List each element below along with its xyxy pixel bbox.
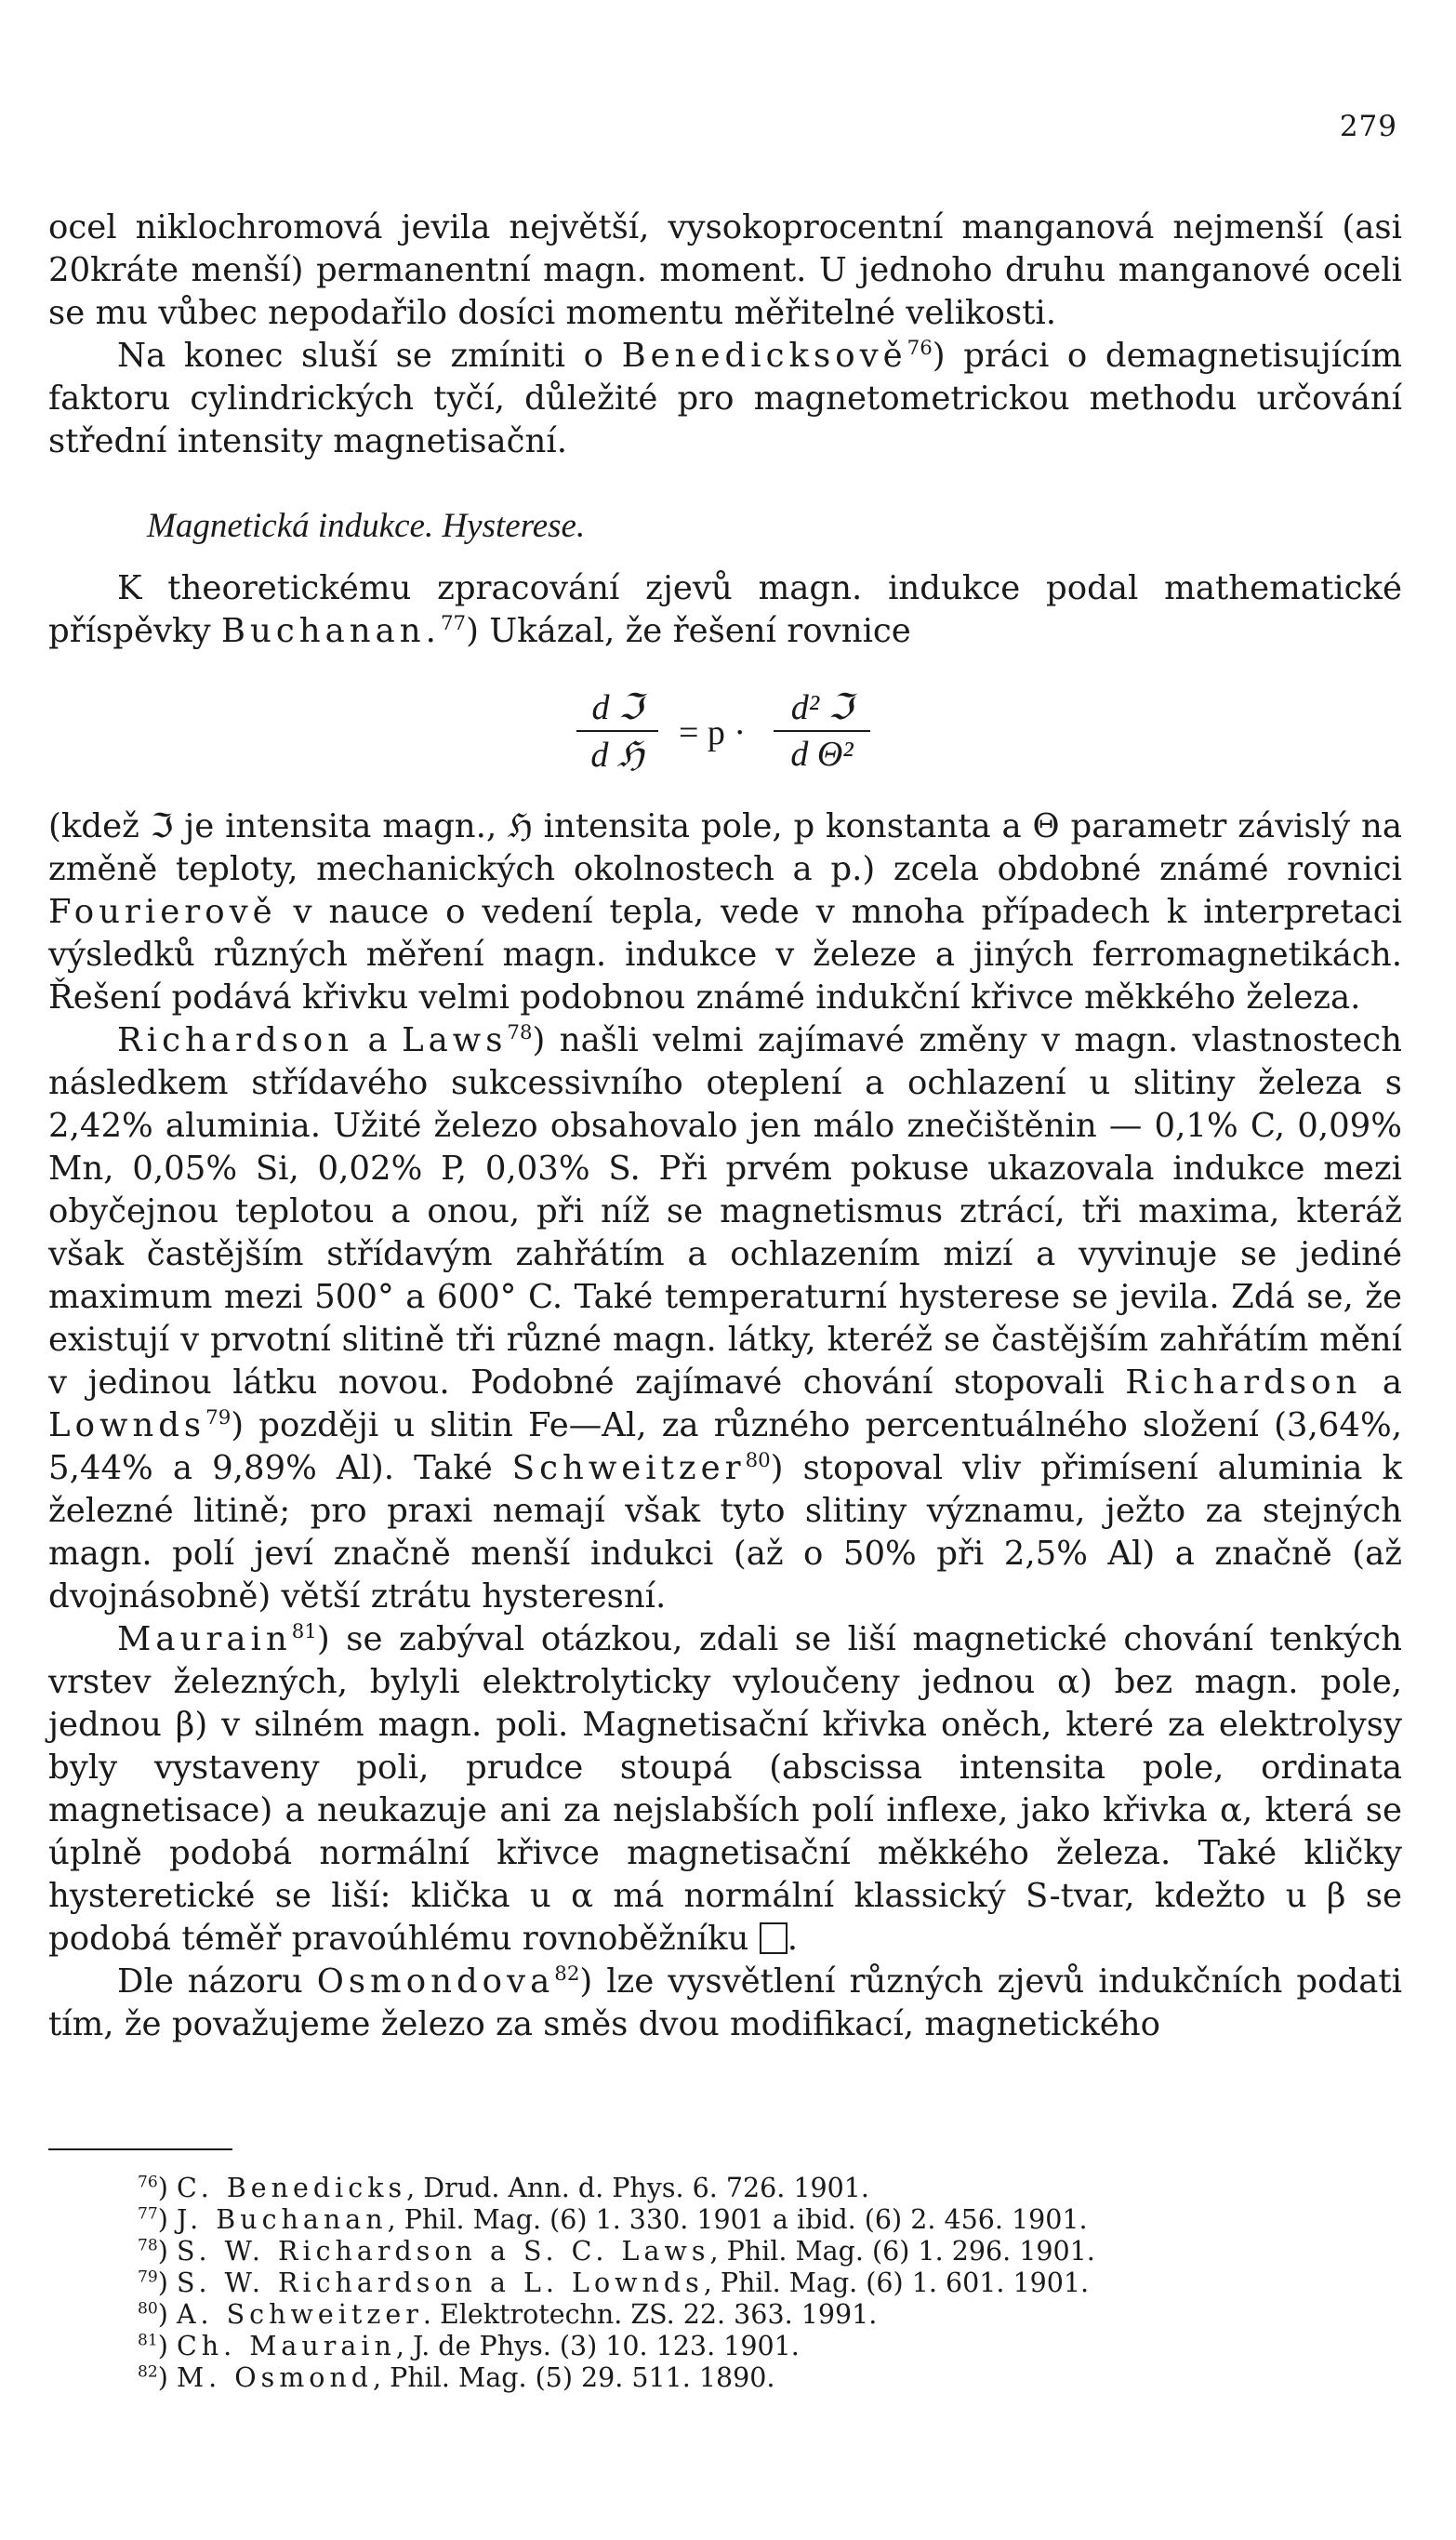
footnote: $^{78}$) S. W. Richardson a S. C. Laws, Phil. Mag. (6) 1. 296. 1901. (138, 2236, 1095, 2267)
paragraph-buchanan: K theoretickému zpracování zjevů magn. indukce podal mathematické příspěvky Buchanan.$^{77}$) Ukázal, že řešení rovnice (48, 569, 1402, 650)
author-name: Richardson (117, 1021, 354, 1059)
paragraph-fourier: (kdež ℑ je intensita magn., ℌ intensita pole, p konstanta a Θ parametr závislý na změně teploty, mechanických okolnostech a p.) zcela obdobné známé rovnici Fourierově v nauce o vedení tepla, vede v mnoha případech k interpretaci výsledků různých měření magn. indukce v železe a jiných ferromagnetikách. Řešení podává křivku velmi podobnou známé indukční křivce měkkého železa. (48, 807, 1402, 1017)
text-block-main (48, 805, 1402, 2046)
footnote-ref: 80 (745, 1449, 771, 1473)
author-name: Richardson (1125, 1363, 1362, 1402)
paragraph-maurain: Maurain$^{81}$) se zabýval otázkou, zdali se liší magnetické chování tenkých vrstev železných, bylyli elektrolyticky vyloučeny jednou α) bez magn. pole, jednou β) v silném magn. poli. Magnetisační křivka oněch, které za elektrolysy byly vystaveny poli, prudce stoupá (abscissa intensita pole, ordinata magnetisace) a neukazuje ani za nejslabších polí inflexe, jako křivka α, která se úplně podobá normální křivce magnetisační měkkého železa. Také kličky hysteretické se liší: klička u α má normální klassický S-tvar, kdežto u β se podobá téměř pravoúhlému rovnoběžníku . (48, 1620, 1402, 1958)
author-name: Lownds (48, 1406, 206, 1444)
denominator: d ℌ (590, 736, 644, 775)
paragraph-benedicks: Na konec sluší se zmíniti o Benedicksově$^{76}$) práci o demagnetisujícím faktoru cylindrických tyčí, důležité pro magnetometrickou methodu určování střední intensity magnetisační. (48, 337, 1402, 460)
text-block-buchanan (48, 567, 1402, 653)
footnote: $^{76}$) C. Benedicks, Drud. Ann. d. Phys. 6. 726. 1901. (138, 2173, 869, 2203)
denominator: d Θ² (790, 735, 854, 774)
footnote-ref: 82 (554, 1962, 580, 1987)
fraction-right (774, 686, 870, 775)
footnote: $^{82}$) M. Osmond, Phil. Mag. (5) 29. 511. 1890. (138, 2362, 775, 2393)
equation (576, 686, 893, 779)
fraction-left (576, 686, 658, 776)
text-block-intro (48, 206, 1402, 463)
author-name: Maurain (117, 1620, 292, 1658)
footnote-ref: 76 (907, 337, 933, 361)
footnote-ref: 77 (440, 612, 467, 636)
author-name: Buchanan. (220, 612, 441, 650)
author-name: Fourierově (48, 893, 277, 931)
author-name: Schweitzer (511, 1449, 746, 1487)
author-name: Osmondova (316, 1962, 555, 2001)
numerator: d ℑ (576, 686, 658, 732)
page-number: 279 (1339, 110, 1397, 143)
author-name: Benedicksově (621, 337, 907, 375)
parallelogram-symbol-icon (760, 1922, 788, 1954)
paragraph-continuation: ocel niklochromová jevila největší, vysokoprocentní manganová nejmenší (asi 20kráte menší) permanentní magn. moment. U jednoho druhu manganové oceli se mu vůbec nepodařilo dosíci momentu měřitelné velikosti. (48, 208, 1402, 332)
footnote-ref: 81 (291, 1620, 317, 1644)
footnote: $^{77}$) J. Buchanan, Phil. Mag. (6) 1. 330. 1901 a ibid. (6) 2. 456. 1901. (138, 2204, 1088, 2235)
footnotes (138, 2173, 1346, 2394)
numerator: d² ℑ (774, 686, 870, 732)
footnote: $^{79}$) S. W. Richardson a L. Lownds, Phil. Mag. (6) 1. 601. 1901. (138, 2267, 1090, 2298)
footnote-ref: 78 (507, 1021, 533, 1045)
section-heading: Magnetická indukce. Hysterese. (147, 507, 586, 545)
paragraph-richardson: Richardson a Laws$^{78}$) našli velmi zajímavé změny v magn. vlastnostech následkem střídavého sukcessivního oteplení a ochlazení u slitiny železa s 2,42% aluminia. Užité železo obsahovalo jen málo znečištěnin — 0,1% C, 0,09% Mn, 0,05% Si, 0,02% P, 0,03% S. Při prvém pokuse ukazovala indukce mezi obyčejnou teplotou a onou, při níž se magnetismus ztrácí, tři maxima, kteráž však častějším střídavým zahřátím a ochlazením mizí a vyvinuje se jediné maximum mezi 500° a 600° C. Také temperaturní hysterese se jevila. Zdá se, že existují v prvotní slitině tři různé magn. látky, kteréž se častějším zahřátím mění v jedinou látku novou. Podobné zajímavé chování stopovali Richardson a Lownds$^{79}$) později u slitin Fe—Al, za různého percentuálného složení (3,64%, 5,44% a 9,89% Al). Také Schweitzer$^{80}$) stopoval vliv přimísení aluminia k železné litině; pro praxi nemají však tyto slitiny významu, ježto za stejných magn. polí jeví značně menší indukci (až o 50% při 2,5% Al) a značně (až dvojnásobně) větší ztrátu hysteresní. (48, 1021, 1403, 1616)
paragraph-osmond: Dle názoru Osmondova$^{82}$) lze vysvětlení různých zjevů indukčních podati tím, že považujeme železo za směs dvou modifikací, magnetického (48, 1962, 1402, 2043)
footnote-divider (48, 2148, 232, 2150)
footnote: $^{81}$) Ch. Maurain, J. de Phys. (3) 10. 123. 1901. (138, 2331, 800, 2361)
footnote: $^{80}$) A. Schweitzer. Elektrotechn. ZS. 22. 363. 1991. (138, 2299, 878, 2330)
equals-sign: = p · (679, 713, 747, 752)
footnote-ref: 79 (205, 1406, 232, 1430)
author-name: Laws (402, 1021, 508, 1059)
